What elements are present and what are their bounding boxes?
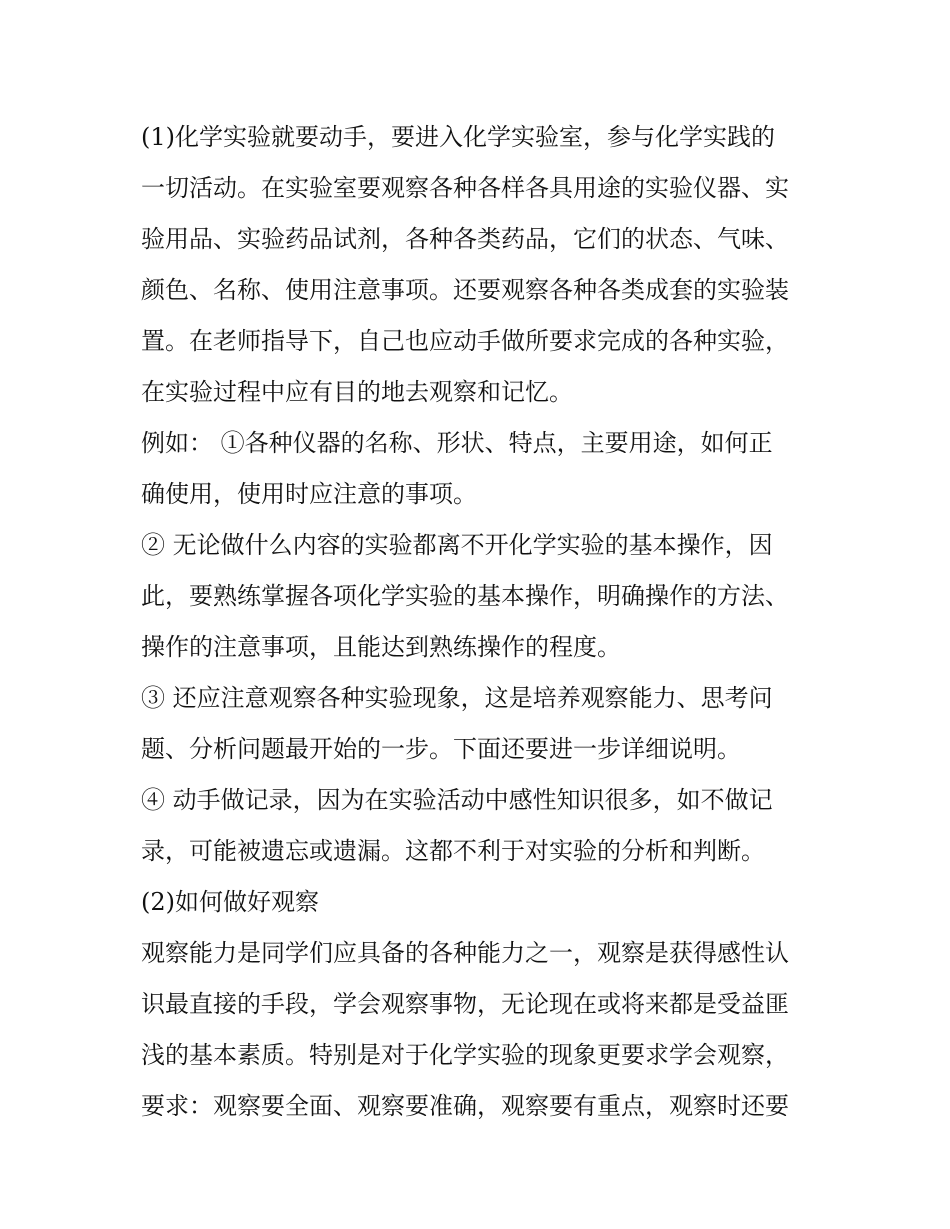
- text-line: (1)化学实验就要动手，要进入化学实验室，参与化学实践的: [141, 123, 775, 151]
- text-line: 操作的注意事项，且能达到熟练操作的程度。: [141, 633, 621, 661]
- text-line: 识最直接的手段，学会观察事物，无论现在或将来都是受益匪: [141, 990, 789, 1018]
- text-line: 浅的基本素质。特别是对于化学实验的现象更要求学会观察，: [141, 1041, 789, 1069]
- text-line: 此，要熟练掌握各项化学实验的基本操作，明确操作的方法、: [141, 582, 789, 610]
- text-line: 确使用，使用时应注意的事项。: [141, 480, 477, 508]
- text-line: 题、分析问题最开始的一步。下面还要进一步详细说明。: [141, 735, 741, 763]
- text-line: 置。在老师指导下，自己也应动手做所要求完成的各种实验，: [141, 327, 789, 355]
- text-line: 验用品、实验药品试剂，各种各类药品，它们的状态、气味、: [141, 225, 789, 253]
- text-line: 颜色、名称、使用注意事项。还要观察各种各类成套的实验装: [141, 276, 789, 304]
- text-line: 观察能力是同学们应具备的各种能力之一，观察是获得感性认: [141, 939, 789, 967]
- text-line: 在实验过程中应有目的地去观察和记忆。: [141, 378, 573, 406]
- text-line: 录，可能被遗忘或遗漏。这都不利于对实验的分析和判断。: [141, 837, 765, 865]
- text-line: 要求：观察要全面、观察要准确，观察要有重点，观察时还要: [141, 1092, 789, 1120]
- text-line: 一切活动。在实验室要观察各种各样各具用途的实验仪器、实: [141, 174, 789, 202]
- text-line: 例如： ①各种仪器的名称、形状、特点，主要用途，如何正: [141, 429, 773, 457]
- text-line: ③ 还应注意观察各种实验现象，这是培养观察能力、思考问: [141, 684, 773, 712]
- text-line: ④ 动手做记录，因为在实验活动中感性知识很多，如不做记: [141, 786, 773, 814]
- section-heading: (2)如何做好观察: [141, 888, 319, 916]
- document-page: [141, 112, 821, 1132]
- text-line: ② 无论做什么内容的实验都离不开化学实验的基本操作，因: [141, 531, 773, 559]
